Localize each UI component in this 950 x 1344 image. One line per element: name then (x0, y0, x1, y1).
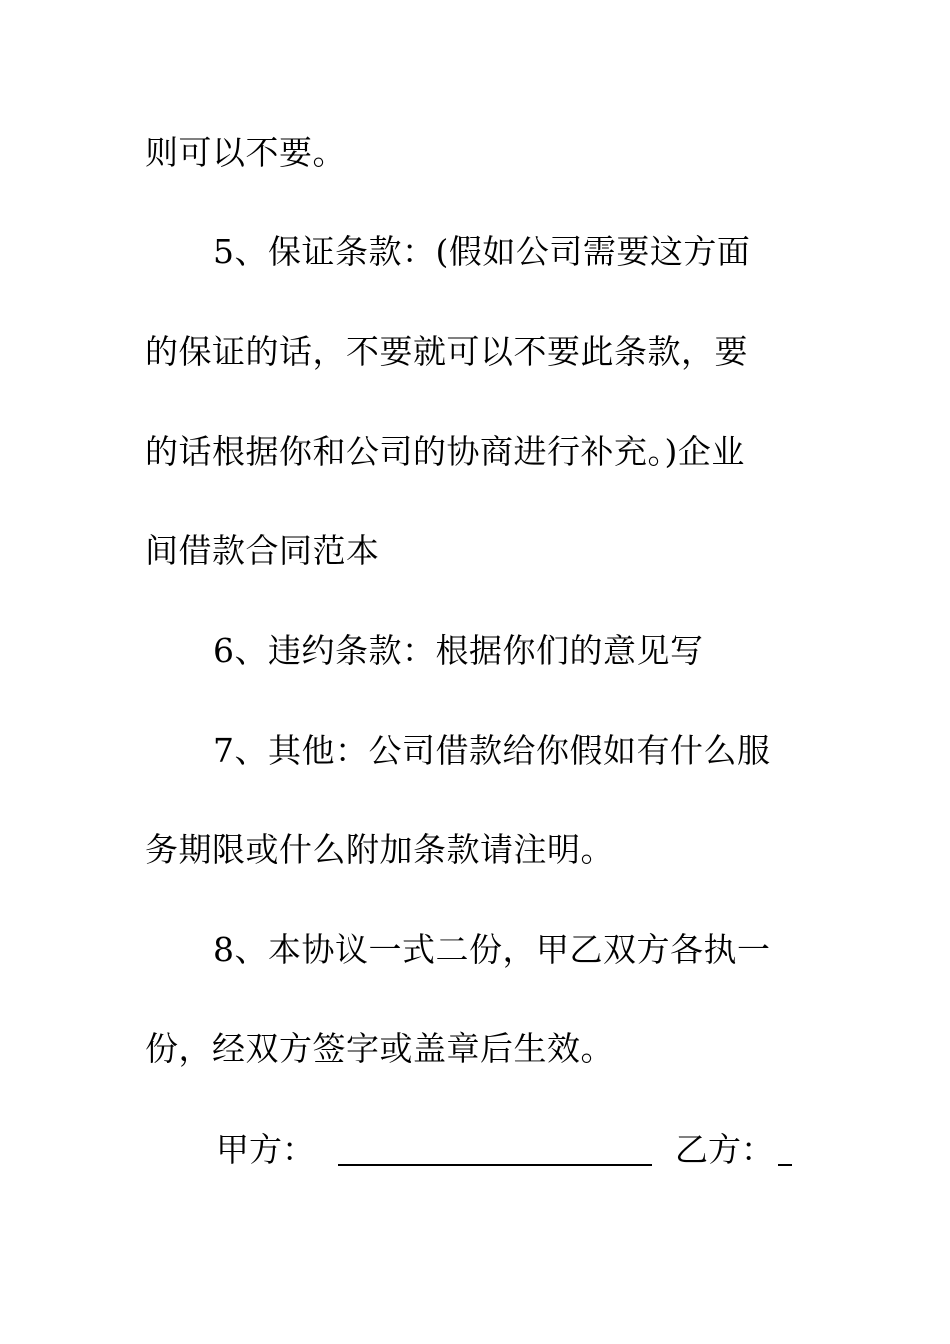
clause-7-line: 7、其他：公司借款给你假如有什么服 (213, 731, 771, 770)
party-a-label: 甲方： (216, 1130, 315, 1169)
party-b-signature-blank (778, 1164, 792, 1166)
party-a-signature-blank (338, 1164, 652, 1166)
paragraph-line: 的话根据你和公司的协商进行补充。)企业 (145, 432, 745, 471)
paragraph-line: 间借款合同范本 (145, 531, 380, 570)
party-b-label: 乙方： (675, 1130, 774, 1169)
clause-8-line: 8、本协议一式二份，甲乙双方各执一 (213, 930, 771, 969)
paragraph-line: 的保证的话，不要就可以不要此条款，要 (145, 332, 748, 371)
paragraph-line: 务期限或什么附加条款请注明。 (145, 830, 614, 869)
paragraph-line: 则可以不要。 (145, 133, 346, 172)
paragraph-line: 份，经双方签字或盖章后生效。 (145, 1029, 614, 1068)
clause-5-line: 5、保证条款：(假如公司需要这方面 (213, 232, 751, 271)
clause-6-line: 6、违约条款：根据你们的意见写 (213, 631, 704, 670)
